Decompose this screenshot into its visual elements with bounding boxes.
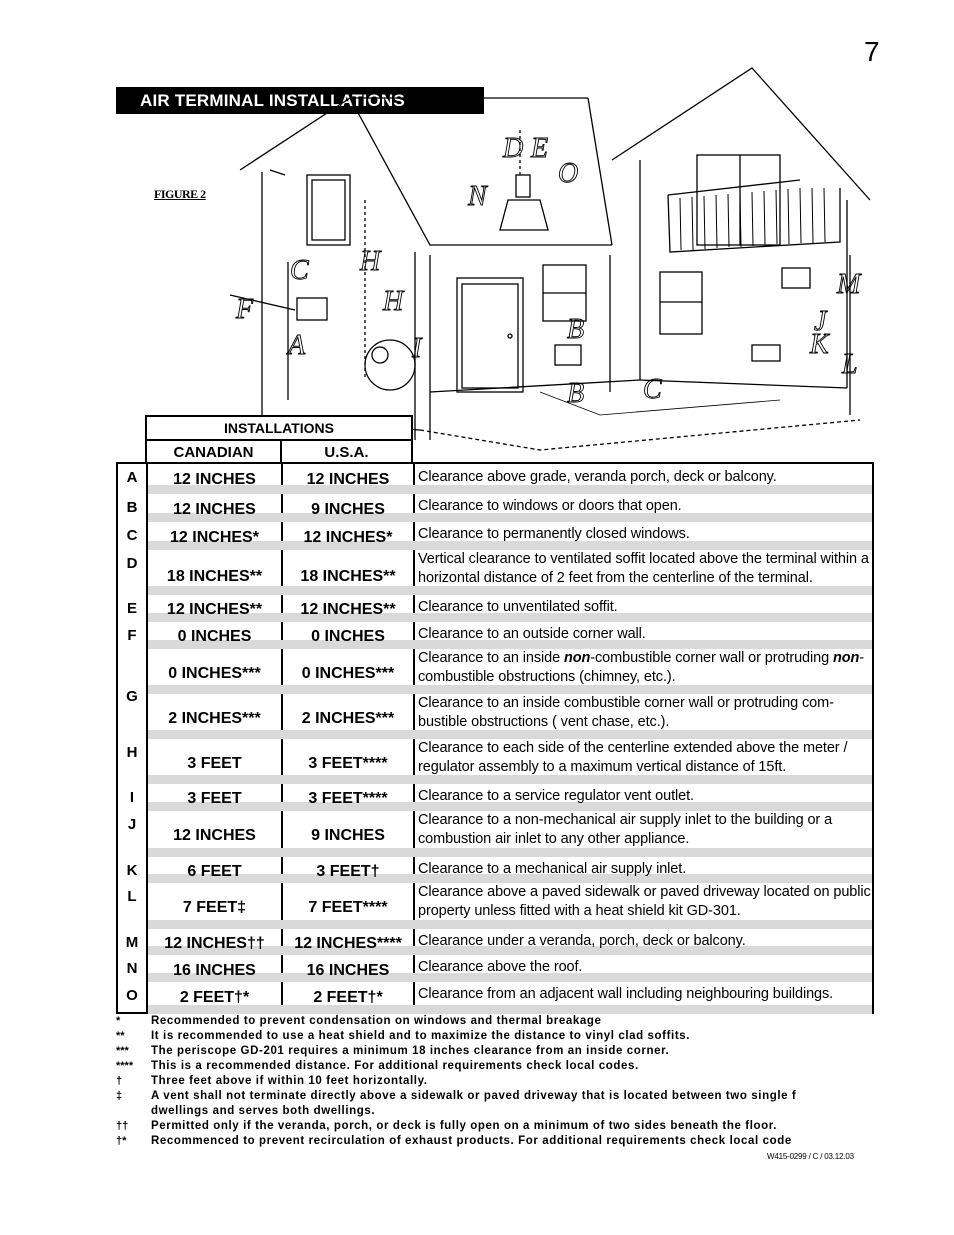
usa-value: 0 INCHES xyxy=(311,628,385,645)
table-row xyxy=(118,739,872,784)
row-description: Clearance to an inside non-combustible corner wall or protruding non-combustible obstructions (chimney, etc.). xyxy=(418,650,865,685)
figure-label: FIGURE 2 xyxy=(154,187,206,201)
usa-value: 2 FEET†* xyxy=(313,989,383,1006)
label-e: E xyxy=(531,133,549,164)
usa-value: 12 INCHES** xyxy=(300,601,396,618)
usa-value: 3 FEET**** xyxy=(308,755,388,772)
house-illustration xyxy=(0,0,954,470)
section-title: AIR TERMINAL INSTALLATIONS xyxy=(116,87,484,114)
label-d: D xyxy=(503,133,524,164)
usa-value: 7 FEET**** xyxy=(308,899,388,916)
footnote xyxy=(116,1134,896,1149)
page-number: 7 xyxy=(864,36,880,67)
label-l: L xyxy=(842,349,858,380)
row-letter: N xyxy=(126,960,138,977)
row-letter: J xyxy=(127,816,137,833)
label-c-right: C xyxy=(643,374,662,405)
row-description: Clearance to permanently closed windows. xyxy=(418,526,690,542)
table-header xyxy=(145,415,413,462)
canadian-value: 12 INCHES†† xyxy=(164,935,265,952)
row-description: Clearance to unventilated soffit. xyxy=(418,599,618,615)
label-i: I xyxy=(412,333,422,364)
document-code: W415-0299 / C / 03.12.03 xyxy=(767,1152,854,1161)
label-f: F xyxy=(236,294,254,325)
label-a: A xyxy=(288,330,306,361)
row-description: Clearance to each side of the centerline extended above the meter / regulator assembly to a maximum vertical distance of 15ft. xyxy=(418,740,848,775)
table-row xyxy=(118,982,872,1014)
canadian-value: 0 INCHES*** xyxy=(168,665,261,682)
table-row xyxy=(118,883,872,929)
row-description: Clearance to an outside corner wall. xyxy=(418,626,646,642)
row-letter: B xyxy=(126,499,138,516)
footnote-symbol: ** xyxy=(116,1030,125,1042)
row-description: Clearance to a mechanical air supply inlet. xyxy=(418,861,687,877)
row-letter: F xyxy=(127,627,137,644)
footnote-symbol: † xyxy=(116,1075,123,1087)
clearance-table xyxy=(116,462,874,1014)
row-letter: D xyxy=(126,555,138,572)
footnote xyxy=(116,1074,896,1089)
table-row xyxy=(118,857,872,883)
canadian-value: 18 INCHES** xyxy=(166,568,263,585)
canadian-value: 16 INCHES xyxy=(173,962,256,979)
footnote-text: It is recommended to use a heat shield and to maximize the distance to vinyl clad soffits. xyxy=(151,1030,691,1042)
table-row xyxy=(118,622,872,649)
canadian-value: 2 INCHES*** xyxy=(168,710,261,727)
label-b-lower: B xyxy=(567,378,585,409)
usa-value: 12 INCHES xyxy=(306,471,390,488)
row-letter: M xyxy=(125,934,139,951)
label-n: N xyxy=(468,181,487,212)
row-letter: E xyxy=(126,600,137,617)
table-row xyxy=(118,811,872,857)
table-row xyxy=(118,550,872,595)
canadian-value: 12 INCHES xyxy=(173,827,256,844)
table-row xyxy=(118,595,872,622)
row-letter: K xyxy=(126,862,138,879)
row-description: Clearance to windows or doors that open. xyxy=(418,498,682,514)
label-m: M xyxy=(837,269,861,300)
row-description: Clearance above grade, veranda porch, deck or balcony. xyxy=(418,469,777,485)
installations-header: INSTALLATIONS xyxy=(147,417,411,441)
canadian-value: 6 FEET xyxy=(187,863,242,880)
footnote xyxy=(116,1104,896,1119)
footnote xyxy=(116,1059,896,1074)
canadian-value: 12 INCHES* xyxy=(170,529,259,546)
footnote-text: This is a recommended distance. For additional requirements check local codes. xyxy=(151,1060,639,1072)
canadian-value: 3 FEET xyxy=(187,755,242,772)
usa-value: 12 INCHES**** xyxy=(294,935,402,952)
table-row xyxy=(118,494,872,522)
footnote-symbol: ‡ xyxy=(116,1090,123,1102)
footnote-text: dwellings and serves both dwellings. xyxy=(151,1105,376,1117)
row-description: Clearance from an adjacent wall including neighbouring buildings. xyxy=(418,986,834,1002)
label-h-2: H xyxy=(383,286,404,317)
table-row xyxy=(118,649,872,694)
footnote-symbol: **** xyxy=(116,1060,134,1072)
footnote-text: Three feet above if within 10 feet horizontally. xyxy=(151,1075,428,1087)
row-letter: G xyxy=(126,688,138,705)
label-c-left: C xyxy=(290,255,309,286)
label-o: O xyxy=(558,158,579,189)
footnote xyxy=(116,1119,896,1134)
footnote xyxy=(116,1089,896,1104)
table-row xyxy=(118,929,872,955)
footnote-symbol: *** xyxy=(116,1045,129,1057)
table-row xyxy=(118,694,872,739)
row-description: Clearance to a non-mechanical air supply inlet to the building or a combustion air inlet to any other appliance. xyxy=(418,812,833,847)
usa-value: 16 INCHES xyxy=(306,962,390,979)
table-row xyxy=(118,955,872,982)
footnotes xyxy=(116,1014,896,1149)
canadian-value: 12 INCHES xyxy=(173,471,256,488)
row-letter: H xyxy=(126,744,138,761)
row-letter: O xyxy=(126,987,138,1004)
label-b-upper: B xyxy=(567,314,585,345)
canadian-value: 0 INCHES xyxy=(177,628,252,645)
canadian-value: 12 INCHES xyxy=(173,501,256,518)
footnote xyxy=(116,1044,896,1059)
row-letter: L xyxy=(127,888,137,905)
footnote-text: The periscope GD-201 requires a minimum 18 inches clearance from an inside corner. xyxy=(151,1045,670,1057)
row-description: Clearance under a veranda, porch, deck or balcony. xyxy=(418,933,746,949)
canadian-value: 2 FEET†* xyxy=(179,989,250,1006)
footnote-symbol: †† xyxy=(116,1120,129,1132)
row-description: Vertical clearance to ventilated soffit located above the terminal within a horizontal distance of 2 feet from the centerline of the terminal. xyxy=(418,551,869,586)
label-j: J xyxy=(814,306,827,337)
usa-value: 12 INCHES* xyxy=(303,529,393,546)
row-description: Clearance above the roof. xyxy=(418,959,583,975)
row-description: Clearance above a paved sidewalk or paved driveway located on public property unless fitted with a heat shield kit GD-301. xyxy=(418,884,871,919)
row-letter: A xyxy=(126,469,138,486)
label-h-1: H xyxy=(360,246,381,277)
table-row xyxy=(118,784,872,811)
footnote-symbol: †* xyxy=(116,1135,127,1147)
usa-value: 18 INCHES** xyxy=(300,568,396,585)
table-row xyxy=(118,522,872,550)
usa-value: 9 INCHES xyxy=(311,827,385,844)
row-description: Clearance to an inside combustible corner wall or protruding com- bustible obstructions ( vent chase, etc.). xyxy=(418,695,834,730)
canadian-value: 3 FEET xyxy=(187,790,242,807)
usa-value: 2 INCHES*** xyxy=(301,710,395,727)
row-description: Clearance to a service regulator vent outlet. xyxy=(418,788,694,804)
footnote xyxy=(116,1029,896,1044)
footnote-text: Recommended to prevent condensation on windows and thermal breakage xyxy=(151,1015,602,1027)
row-letter: C xyxy=(126,527,138,544)
usa-value: 0 INCHES*** xyxy=(301,665,395,682)
usa-value: 3 FEET† xyxy=(316,863,380,880)
canadian-header: CANADIAN xyxy=(147,441,282,464)
usa-header: U.S.A. xyxy=(324,444,369,461)
footnote xyxy=(116,1014,896,1029)
usa-value: 3 FEET**** xyxy=(308,790,388,807)
footnote-text: Permitted only if the veranda, porch, or deck is fully open on a minimum of two sides beneath the floor. xyxy=(151,1120,777,1132)
usa-value: 9 INCHES xyxy=(311,501,385,518)
footnote-text: A vent shall not terminate directly above a sidewalk or paved driveway that is located between two single f xyxy=(151,1090,797,1102)
canadian-value: 7 FEET‡ xyxy=(182,899,247,916)
label-k: K xyxy=(810,329,829,360)
footnote-symbol: * xyxy=(116,1015,121,1027)
table-row xyxy=(118,464,872,494)
row-letter: I xyxy=(129,789,135,806)
canadian-value: 12 INCHES** xyxy=(166,601,263,618)
footnote-text: Recommenced to prevent recirculation of exhaust products. For additional requirements check local code xyxy=(151,1135,792,1147)
